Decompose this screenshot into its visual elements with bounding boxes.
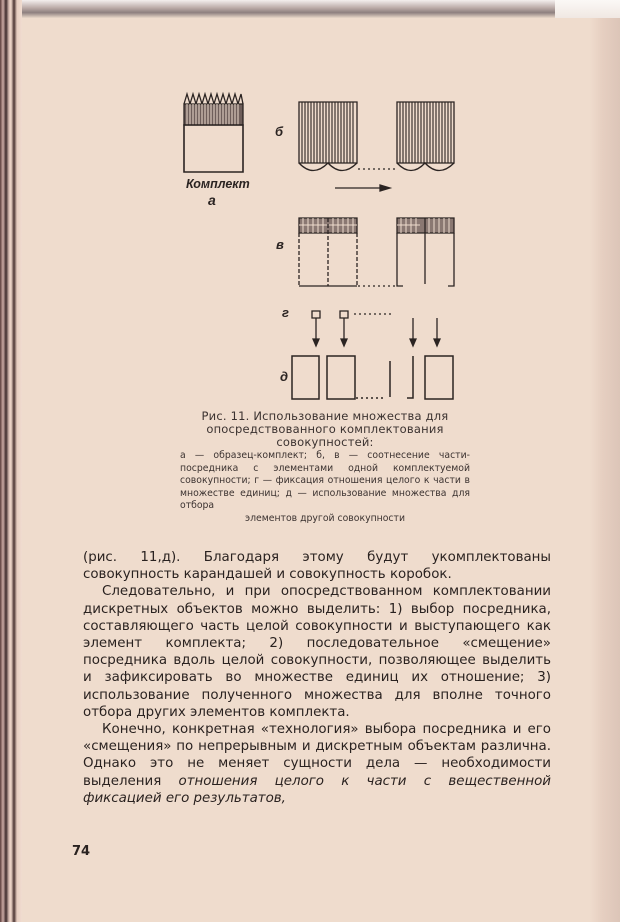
unit-squares-g — [312, 311, 440, 346]
figure-diagram — [0, 0, 620, 410]
figure-label-v: в — [276, 237, 284, 252]
figure-label-komplekt: Комплект — [186, 177, 250, 191]
figure-caption — [180, 410, 470, 526]
striped-blocks-b — [299, 102, 454, 191]
page-number: 74 — [72, 844, 91, 859]
body-text — [83, 549, 551, 807]
paragraph-2: Следовательно, и при опосредствованном комплектовании дискретных объектов можно выделить: 1) выбор посредника, составляющего часть целой совокупности и выступающего как элемент комплекта; 2) последовательное «смещение» посредника вдоль целой совокупности, позволяющее выделить и зафиксировать во множестве единиц их отношение; 3) использование полученного множества для вполне точного отбора других элементов комплекта. — [83, 584, 551, 720]
figure-label-a: а — [208, 192, 216, 208]
paragraph-1: (рис. 11,д). Благодаря этому будут укомплектованы совокупность карандашей и совокупность коробок. — [83, 550, 551, 583]
boxes-d — [292, 356, 453, 399]
italic-emphasis: отношения целого к части с вещественной фиксацией его результатов, — [83, 773, 552, 806]
grid-blocks-v — [299, 218, 454, 286]
figure-label-g: г — [282, 305, 289, 320]
caption-title: Рис. 11. Использование множества для опосредствованного комплектования совокупностей: — [201, 409, 449, 449]
paragraph-3: Конечно, конкретная «технология» выбора посредника и его «смещения» по непрерывным и дискретным объектам различна. Однако это не меняет сущности дела — необходимости выделения отношения целого к части с вещественной фиксацией его результатов, — [83, 722, 552, 806]
figure-label-b: б — [275, 124, 284, 139]
pencil-set-icon — [184, 94, 243, 172]
caption-legend: а — образец-комплект; б, в — соотнесение части-посредника с элементами одной комплектуемой совокупности; г — фиксация отношения целого к части в множестве единиц; д — использование множества для отбора элементов другой совокупности — [180, 450, 470, 524]
figure-label-d: д — [280, 369, 289, 384]
